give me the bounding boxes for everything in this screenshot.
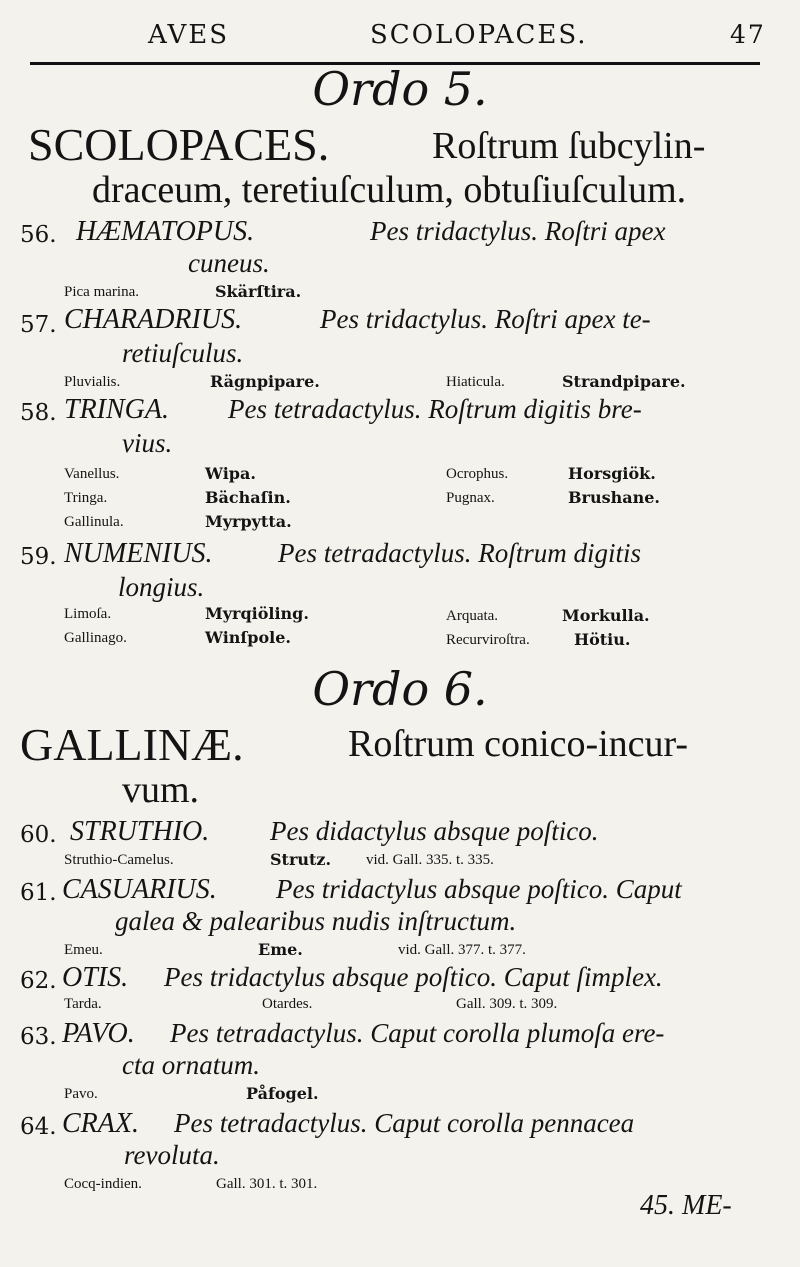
family-desc-line1: Roſtrum ſubcylin- bbox=[432, 125, 706, 167]
entry-number: 57. bbox=[20, 312, 57, 338]
family-scolopaces: SCOLOPACES. bbox=[28, 119, 330, 170]
genus-name: OTIS. bbox=[62, 962, 129, 993]
species-vernacular: Rägnpipare. bbox=[210, 372, 320, 391]
species-latin: Tringa. bbox=[64, 490, 108, 506]
species-reference: Gall. 309. t. 309. bbox=[456, 996, 558, 1012]
species-vernacular: Brushane. bbox=[568, 488, 660, 507]
genus-description: Pes tridactylus absque poſtico. Caput bbox=[276, 874, 682, 904]
species-vernacular: Eme. bbox=[258, 940, 303, 959]
species-vernacular: Strandpipare. bbox=[562, 372, 686, 391]
species-latin: Hiaticula. bbox=[446, 374, 505, 390]
species-vernacular: Skärſtira. bbox=[215, 282, 302, 301]
genus-name: TRINGA. bbox=[64, 394, 169, 425]
genus-description: Pes tetradactylus. Caput corolla plumoſa ere- bbox=[170, 1018, 665, 1048]
genus-description: Pes tridactylus. Roſtri apex bbox=[370, 216, 666, 246]
species-vernacular: Horsgiök. bbox=[568, 464, 656, 483]
genus-name: STRUTHIO. bbox=[70, 816, 210, 847]
entry-number: 63. bbox=[20, 1024, 57, 1050]
genus-name: CHARADRIUS. bbox=[64, 304, 243, 335]
entry-number: 60. bbox=[20, 822, 57, 848]
genus-description: Pes tetradactylus. Roſtrum digitis bbox=[278, 538, 641, 568]
genus-name: HÆMATOPUS. bbox=[76, 216, 255, 247]
species-latin: Gallinago. bbox=[64, 630, 127, 646]
species-reference: Gall. 301. t. 301. bbox=[216, 1176, 318, 1192]
genus-description-cont: cuneus. bbox=[188, 248, 270, 278]
species-latin: Pugnax. bbox=[446, 490, 495, 506]
genus-description-cont: retiuſculus. bbox=[122, 338, 244, 368]
genus-description-cont: galea & palearibus nudis inſtructum. bbox=[115, 906, 517, 936]
species-latin: Tarda. bbox=[64, 996, 102, 1012]
species-vernacular: Myrpytta. bbox=[205, 512, 292, 531]
species-vernacular: Myrqiöling. bbox=[205, 604, 309, 623]
running-header bbox=[30, 10, 770, 70]
entry-number: 62. bbox=[20, 968, 57, 994]
family-desc-line2: draceum, teretiuſculum, obtuſiuſculum. bbox=[92, 169, 687, 211]
header-left: AVES bbox=[148, 20, 230, 50]
genus-description: Pes tridactylus absque poſtico. Caput ſimplex. bbox=[164, 962, 663, 992]
genus-name: CASUARIUS. bbox=[62, 874, 217, 905]
genus-name: PAVO. bbox=[62, 1018, 135, 1049]
family-desc-line2: vum. bbox=[122, 769, 200, 811]
species-vernacular: Bächaſin. bbox=[205, 488, 291, 507]
species-latin: Emeu. bbox=[64, 942, 103, 958]
species-reference: vid. Gall. 335. t. 335. bbox=[366, 852, 494, 868]
genus-description-cont: vius. bbox=[122, 428, 173, 458]
species-latin: Pavo. bbox=[64, 1086, 98, 1102]
family-desc-line1: Roſtrum conico-incur- bbox=[348, 723, 689, 765]
species-latin: Arquata. bbox=[446, 608, 499, 624]
entry-number: 59. bbox=[20, 544, 57, 570]
species-latin: Recurviroſtra. bbox=[446, 632, 530, 648]
species-vernacular: Hötiu. bbox=[574, 630, 631, 649]
genus-description: Pes tetradactylus. Caput corolla pennacea bbox=[174, 1108, 635, 1138]
species-reference: vid. Gall. 377. t. 377. bbox=[398, 942, 526, 958]
entry-number: 58. bbox=[20, 400, 57, 426]
species-vernacular: Strutz. bbox=[270, 850, 332, 869]
species-latin: Pluvialis. bbox=[64, 374, 121, 390]
ordo-6-heading: Ordo 6. bbox=[312, 662, 488, 716]
header-center: SCOLOPACES. bbox=[370, 20, 588, 50]
genus-description: Pes didactylus absque poſtico. bbox=[270, 816, 599, 846]
genus-description: Pes tetradactylus. Roſtrum digitis bre- bbox=[228, 394, 642, 424]
catchword: 45. ME- bbox=[640, 1190, 732, 1221]
ordo-5-heading: Ordo 5. bbox=[312, 62, 488, 116]
genus-description-cont: cta ornatum. bbox=[122, 1050, 260, 1080]
entry-number: 61. bbox=[20, 880, 57, 906]
species-latin: Limoſa. bbox=[64, 606, 112, 622]
species-latin: Gallinula. bbox=[64, 514, 124, 530]
genus-name: NUMENIUS. bbox=[64, 538, 213, 569]
genus-name: CRAX. bbox=[62, 1108, 139, 1139]
page-number: 47 bbox=[730, 20, 766, 49]
species-latin: Ocrophus. bbox=[446, 466, 509, 482]
family-gallinae: GALLINÆ. bbox=[20, 719, 244, 770]
species-latin: Pica marina. bbox=[64, 284, 139, 300]
entry-number: 56. bbox=[20, 222, 57, 248]
species-vernacular: Morkulla. bbox=[562, 606, 650, 625]
genus-description-cont: revoluta. bbox=[124, 1140, 220, 1170]
entry-number: 64. bbox=[20, 1114, 57, 1140]
species-french: Otardes. bbox=[262, 996, 313, 1012]
species-vernacular: Winſpole. bbox=[205, 628, 291, 647]
species-latin: Vanellus. bbox=[64, 466, 120, 482]
species-latin: Struthio-Camelus. bbox=[64, 852, 174, 868]
genus-description-cont: longius. bbox=[118, 572, 205, 602]
species-latin: Cocq-indien. bbox=[64, 1176, 142, 1192]
genus-description: Pes tridactylus. Roſtri apex te- bbox=[320, 304, 651, 334]
species-vernacular: Wipa. bbox=[205, 464, 256, 483]
species-vernacular: Påfogel. bbox=[246, 1084, 319, 1103]
